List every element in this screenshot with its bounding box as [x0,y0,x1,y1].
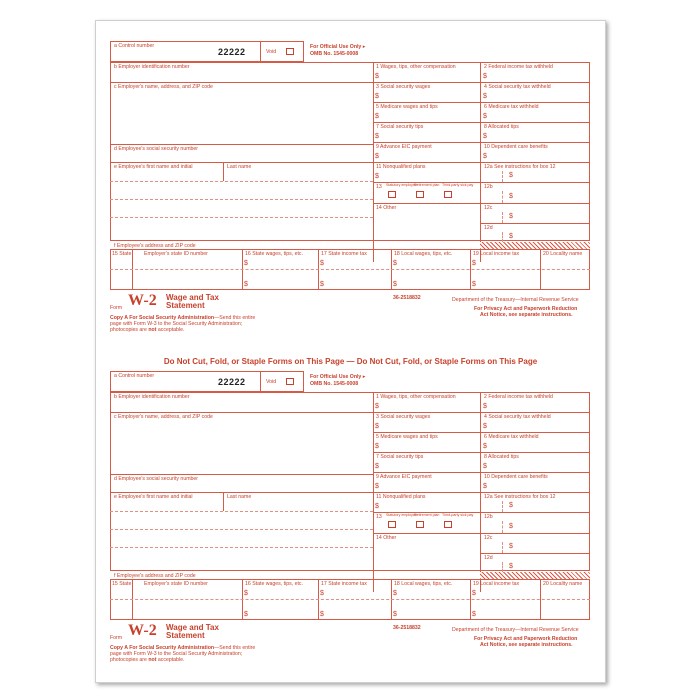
box14-other-label: 14 Other [376,205,397,211]
form-word: Form [110,305,123,311]
box3-ss-wages-label: 3 Social security wages [376,84,431,90]
employee-first-name-label: e Employee's first name and initial [114,494,193,500]
box13-label: 13 [376,514,382,520]
box20-locality-label: 20 Locality name [543,251,583,257]
box15-employer-state-id-label: Employer's state ID number [144,251,208,257]
box10-dependent-care-label: 10 Dependent care benefits [484,144,548,150]
employee-ssn-label: d Employee's social security number [114,146,199,152]
employer-id-label: b Employer identification number [114,64,190,70]
employee-address-label: f Employee's address and ZIP code [114,573,196,579]
box4-ss-tax-label: 4 Social security tax withheld [484,414,551,420]
retirement-plan-checkbox[interactable] [416,521,424,528]
privacy-notice-line1: For Privacy Act and Paperwork Reduction [474,306,578,312]
box4-ss-tax-label: 4 Social security tax withheld [484,84,551,90]
wage-tax-title: Wage and Tax [166,293,219,302]
box14-other-label: 14 Other [376,535,397,541]
catalog-number: 36-2518832 [393,295,421,301]
box11-nonqualified-label: 11 Nonqualified plans [376,494,426,500]
privacy-notice-line2: Act Notice, see separate instructions. [480,642,573,648]
employer-id-label: b Employer identification number [114,394,190,400]
box12b-label: 12b [484,514,493,520]
box1-wages-label: 1 Wages, tips, other compensation [376,64,456,70]
w2-form-sheet: a Control number 22222 Void For Official Use Only ▸ OMB No. 1545-0008 b Employer identification number c Employer's name, address, and ZIP code d Employee's social security number e Employee's first name and initial Last name f Employee's address and ZIP code 1 Wages, tips, other compensation $ 3 Social security wages $ 5 Medicare wages and tips $ 7 Social security tips $ 9 Advance EIC payment $ 11 Nonqualified plans $ 13 Statutory employee Retirement plan Third-party sick pay 14 Other 2 Federal income tax withheld $ 4 Social security tax withheld $ 6 Medicare tax withheld $ 8 Allocated tips $ 10 Dependent care benefits $ 12a See instructions for box 12 $ 12b $ 12c $ 12d $ 15 State Employer's state ID number 16 State wages, tips, etc. 17 State income tax 18 Local wages, tips, etc. 19 Local income tax 20 Locality name $ $ $ $ $ $ $ $ Form W-2 Wage and Tax Statement 36-2518832 Department of the Treasury—Internal Revenue Service For Privacy Act and Paperwork Reduction Act Notice, see separate instructions. Copy A For Social Security Administration—Send this entire page with Form W-3 to the Social Security Administration; photocopies are not acceptable. Do Not Cut, Fold, or Staple Forms on This Page — Do Not Cut, Fold, or Staple Forms on This Page a Control number 22222 Void For Official Use Only ▸ OMB No. 1545-0008 b Employer identification number c Employer's name, address, and ZIP code d Employee's social security number e Employee's first name and initial Last name f Employee's address and ZIP code 1 Wages, tips, other compensation $ 3 Social security wages $ 5 Medicare wages and tips $ 7 Social security tips $ 9 Advance EIC payment $ 11 Nonqualified plans $ 13 Statutory employee Retirement plan Third-party sick pay 14 Other 2 Federal income tax withheld $ 4 Social security tax withheld $ 6 Medicare tax withheld $ 8 Allocated tips $ 10 Dependent care benefits $ 12a See instructions for box 12 $ 12b $ 12c $ 12d $ 15 State Employer's state ID number 16 State wages, tips, etc. 17 State income tax 18 Local wages, tips, etc. 19 Local income tax 20 Locality name $ $ $ $ $ $ $ $ Form W-2 Wage and Tax Statement 36-2518832 Department of the Treasury—Internal Revenue Service For Privacy Act and Paperwork Reduction Act Notice, see separate instructions. Copy A For Social Security Administration—Send this entire page with Form W-3 to the Social Security Administration; photocopies are not acceptable. [95,20,606,683]
box8-allocated-tips-label: 8 Allocated tips [484,454,519,460]
void-label: Void [266,49,277,55]
box19-local-tax-label: 19 Local income tax [473,251,520,257]
official-use-label: For Official Use Only ▸ [310,44,366,50]
box7-ss-tips-label: 7 Social security tips [376,124,424,130]
treasury-label: Department of the Treasury—Internal Revenue Service [452,297,579,303]
employee-last-name-label: Last name [227,164,252,170]
box17-state-tax-label: 17 State income tax [321,581,367,587]
box16-state-wages-label: 16 State wages, tips, etc. [245,251,303,257]
box2-federal-tax-label: 2 Federal income tax withheld [484,64,553,70]
retirement-plan-checkbox[interactable] [416,191,424,198]
third-party-sick-pay-checkbox[interactable] [444,521,452,528]
control-number-value: 22222 [218,47,246,57]
treasury-label: Department of the Treasury—Internal Revenue Service [452,627,579,633]
box11-nonqualified-label: 11 Nonqualified plans [376,164,426,170]
copy-a-instructions: Copy A For Social Security Administration—Send this entire [110,315,256,321]
w2-title: W-2 [128,292,157,309]
shaded-area [480,572,590,579]
employee-ssn-label: d Employee's social security number [114,476,199,482]
catalog-number: 36-2518832 [393,625,421,631]
box12b-label: 12b [484,184,493,190]
box15-state-label: 15 State [112,581,132,587]
box15-state-label: 15 State [112,251,132,257]
control-number-value: 22222 [218,377,246,387]
box12c-label: 12c [484,535,493,541]
box6-medicare-tax-label: 6 Medicare tax withheld [484,434,539,440]
employer-name-label: c Employer's name, address, and ZIP code [114,84,213,90]
box2-federal-tax-label: 2 Federal income tax withheld [484,394,553,400]
omb-number: OMB No. 1545-0008 [310,51,359,57]
employee-last-name-label: Last name [227,494,252,500]
box1-wages-label: 1 Wages, tips, other compensation [376,394,456,400]
box7-ss-tips-label: 7 Social security tips [376,454,424,460]
w2-title: W-2 [128,622,157,639]
employee-first-name-label: e Employee's first name and initial [114,164,193,170]
void-label: Void [266,379,277,385]
box6-medicare-tax-label: 6 Medicare tax withheld [484,104,539,110]
box13-statutory-label: Statutory employee [386,513,417,517]
box13-thirdparty-label: Third-party sick pay [442,513,474,517]
box18-local-wages-label: 18 Local wages, tips, etc. [394,581,453,587]
box12c-label: 12c [484,205,493,211]
omb-number: OMB No. 1545-0008 [310,381,359,387]
box9-advance-eic-label: 9 Advance EIC payment [376,474,432,480]
box9-advance-eic-label: 9 Advance EIC payment [376,144,432,150]
box12a-label: 12a See instructions for box 12 [484,164,556,170]
box18-local-wages-label: 18 Local wages, tips, etc. [394,251,453,257]
void-checkbox[interactable] [286,48,294,55]
statement-title: Statement [166,631,205,640]
privacy-notice-line2: Act Notice, see separate instructions. [480,312,573,318]
box3-ss-wages-label: 3 Social security wages [376,414,431,420]
official-use-label: For Official Use Only ▸ [310,374,366,380]
box8-allocated-tips-label: 8 Allocated tips [484,124,519,130]
employee-address-label: f Employee's address and ZIP code [114,243,196,249]
control-number-label: a Control number [114,373,155,379]
box13-label: 13 [376,184,382,190]
box20-locality-label: 20 Locality name [543,581,583,587]
box13-statutory-label: Statutory employee [386,183,417,187]
box13-thirdparty-label: Third-party sick pay [442,183,474,187]
box12a-label: 12a See instructions for box 12 [484,494,556,500]
box5-medicare-wages-label: 5 Medicare wages and tips [376,104,438,110]
box13-retirement-label: Retirement plan [414,513,440,517]
box10-dependent-care-label: 10 Dependent care benefits [484,474,548,480]
box12d-label: 12d [484,555,493,561]
box19-local-tax-label: 19 Local income tax [473,581,520,587]
box15-employer-state-id-label: Employer's state ID number [144,581,208,587]
box13-retirement-label: Retirement plan [414,183,440,187]
shaded-area [480,242,590,249]
void-checkbox[interactable] [286,378,294,385]
copy-a-instructions: Copy A For Social Security Administration—Send this entire [110,645,256,651]
box17-state-tax-label: 17 State income tax [321,251,367,257]
box12d-label: 12d [484,225,493,231]
box5-medicare-wages-label: 5 Medicare wages and tips [376,434,438,440]
third-party-sick-pay-checkbox[interactable] [444,191,452,198]
employer-name-label: c Employer's name, address, and ZIP code [114,414,213,420]
control-number-label: a Control number [114,43,155,49]
box16-state-wages-label: 16 State wages, tips, etc. [245,581,303,587]
do-not-cut-banner: Do Not Cut, Fold, or Staple Forms on This Page — Do Not Cut, Fold, or Staple Forms on This Page [163,357,538,366]
form-word: Form [110,635,123,641]
statement-title: Statement [166,301,205,310]
privacy-notice-line1: For Privacy Act and Paperwork Reduction [474,636,578,642]
statutory-employee-checkbox[interactable] [388,521,396,528]
statutory-employee-checkbox[interactable] [388,191,396,198]
wage-tax-title: Wage and Tax [166,623,219,632]
